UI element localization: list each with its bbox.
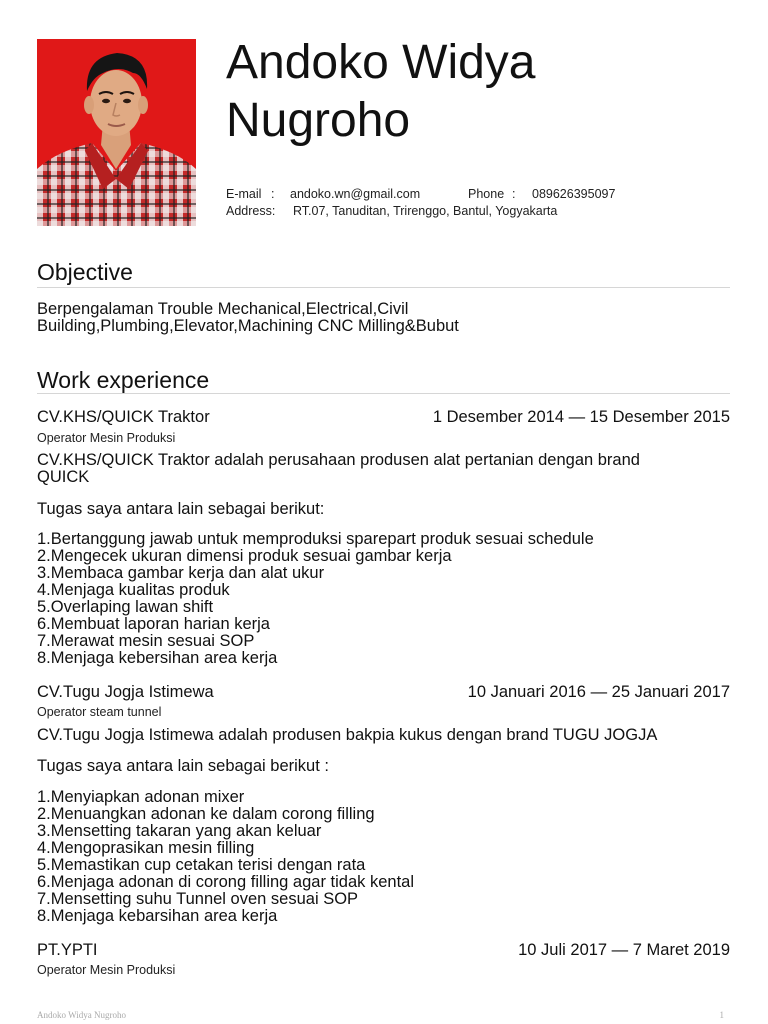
address-value: RT.07, Tanuditan, Trirenggo, Bantul, Yogyakarta [293, 204, 558, 218]
objective-line-1: Berpengalaman Trouble Mechanical,Electrical,Civil [37, 300, 409, 318]
page-number: 1 [719, 1010, 724, 1020]
footer-name: Andoko Widya Nugroho [37, 1010, 126, 1020]
task-item: 6.Membuat laporan harian kerja [37, 615, 270, 633]
job-company: CV.KHS/QUICK Traktor [37, 408, 210, 426]
job-description-line: CV.KHS/QUICK Traktor adalah perusahaan produsen alat pertanian dengan brand [37, 451, 640, 469]
name-line-2: Nugroho [226, 94, 411, 147]
job-description-line: QUICK [37, 468, 90, 486]
job-dates: 10 Januari 2016 — 25 Januari 2017 [467, 683, 730, 701]
job-header [37, 681, 730, 703]
task-item: 5.Overlaping lawan shift [37, 598, 214, 616]
phone-value: 089626395097 [532, 187, 616, 201]
task-item: 4.Mengoprasikan mesin filling [37, 839, 255, 857]
candidate-name [226, 34, 746, 150]
objective-divider [37, 287, 730, 288]
task-list [37, 531, 730, 667]
objective-line-2: Building,Plumbing,Elevator,Machining CNC Milling&Bubut [37, 317, 459, 335]
name-line-1: Andoko Widya [226, 36, 536, 89]
address-label: Address: [226, 204, 276, 218]
job-description-line: CV.Tugu Jogja Istimewa adalah produsen bakpia kukus dengan brand TUGU JOGJA [37, 726, 658, 744]
phone-label: Phone [468, 187, 505, 201]
job-description [37, 727, 730, 744]
objective-text [37, 301, 730, 335]
tasks-intro: Tugas saya antara lain sebagai berikut: [37, 500, 325, 518]
task-item: 1.Menyiapkan adonan mixer [37, 788, 245, 806]
work-experience-heading: Work experience [37, 367, 210, 393]
job-company: PT.YPTI [37, 941, 98, 959]
task-item: 5.Memastikan cup cetakan terisi dengan rata [37, 856, 366, 874]
task-item: 7.Mensetting suhu Tunnel oven sesuai SOP [37, 890, 359, 908]
job-company: CV.Tugu Jogja Istimewa [37, 683, 214, 701]
task-item: 2.Mengecek ukuran dimensi produk sesuai gambar kerja [37, 547, 452, 565]
job-role: Operator Mesin Produksi [37, 431, 176, 445]
job-dates: 1 Desember 2014 — 15 Desember 2015 [432, 408, 730, 426]
work-experience-divider [37, 393, 730, 394]
email-label: E-mail [226, 187, 262, 201]
job-description [37, 452, 730, 486]
job-header [37, 406, 730, 428]
objective-heading: Objective [37, 259, 133, 285]
job-role: Operator Mesin Produksi [37, 963, 176, 977]
task-item: 3.Mensetting takaran yang akan keluar [37, 822, 322, 840]
task-item: 3.Membaca gambar kerja dan alat ukur [37, 564, 325, 582]
task-item: 2.Menuangkan adonan ke dalam corong filling [37, 805, 375, 823]
profile-photo [37, 39, 196, 226]
task-item: 8.Menjaga kebarsihan area kerja [37, 907, 278, 925]
job-dates: 10 Juli 2017 — 7 Maret 2019 [518, 941, 730, 959]
task-item: 4.Menjaga kualitas produk [37, 581, 230, 599]
job-header [37, 939, 730, 961]
phone-separator: : [512, 187, 516, 201]
task-item: 8.Menjaga kebersihan area kerja [37, 649, 278, 667]
task-list [37, 789, 730, 925]
tasks-intro: Tugas saya antara lain sebagai berikut : [37, 757, 329, 775]
task-item: 7.Merawat mesin sesuai SOP [37, 632, 255, 650]
email-separator: : [271, 187, 275, 201]
job-role: Operator steam tunnel [37, 705, 162, 719]
task-item: 1.Bertanggung jawab untuk memproduksi sparepart produk sesuai schedule [37, 530, 594, 548]
task-item: 6.Menjaga adonan di corong filling agar tidak kental [37, 873, 415, 891]
email-value[interactable]: andoko.wn@gmail.com [290, 187, 421, 201]
